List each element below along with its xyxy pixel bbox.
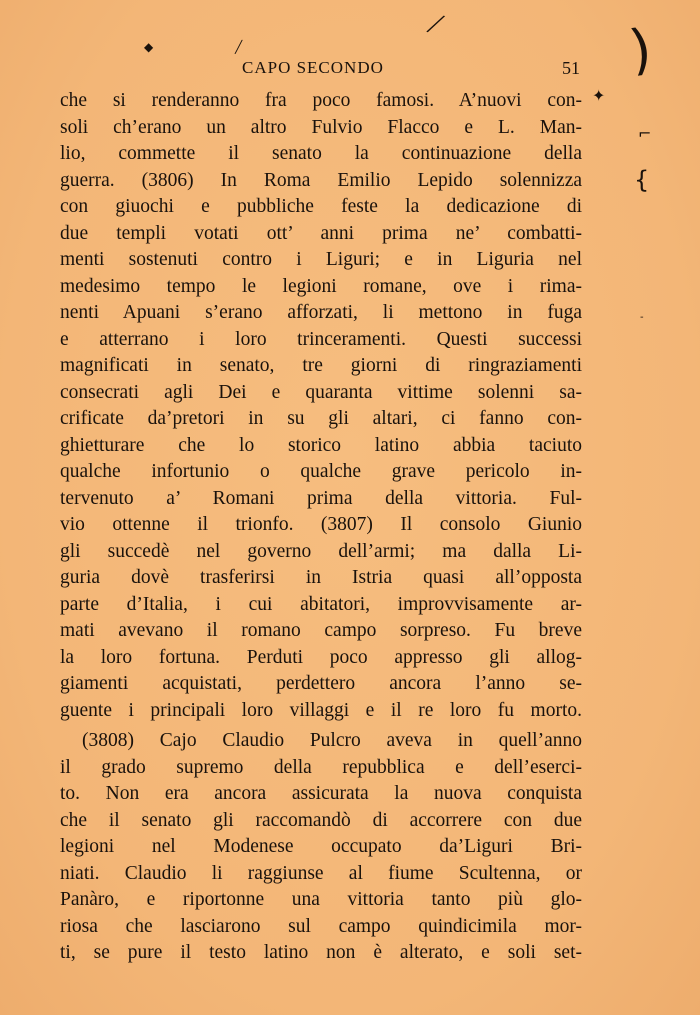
text-line: vio ottenne il trionfo. (3807) Il consolo Giunio: [60, 514, 582, 535]
text-line: guria dovè trasferirsi in Istria quasi all’opposta: [60, 567, 582, 588]
text-line: crificate da’pretori in su gli altari, ci fanno con-: [60, 408, 582, 429]
ink-speck: ╱: [235, 40, 243, 54]
text-line: menti sostenuti contro i Liguri; e in Liguria nel: [60, 249, 582, 270]
text-line: e atterrano i loro trinceramenti. Questi successi: [60, 328, 582, 350]
text-line: tervenuto a’ Romani prima della vittoria. Ful-: [60, 487, 582, 509]
text-line: mati avevano il romano campo sorpreso. Fu breve: [60, 620, 582, 641]
text-line: guerra. (3806) In Roma Emilio Lepido solennizza: [60, 169, 582, 191]
text-line: (3808) Cajo Claudio Pulcro aveva in quell’anno: [82, 730, 582, 751]
text-line: che il senato gli raccomandò di accorrere con due: [60, 809, 582, 831]
paragraph: [60, 728, 582, 967]
paragraph: [60, 88, 582, 724]
page-header: [60, 58, 580, 86]
text-line: parte d’Italia, i cui abitatori, improvvisamente ar-: [60, 593, 582, 615]
text-line: guente i principali loro villaggi e il re loro fu morto.: [60, 699, 582, 721]
ink-speck: ⌐: [638, 124, 652, 143]
text-line: nenti Apuani s’erano afforzati, li mettono in fuga: [60, 302, 582, 323]
text-line: soli ch’erano un altro Fulvio Flacco e L. Man-: [60, 116, 582, 138]
running-title: CAPO SECONDO: [242, 58, 384, 77]
ink-speck: ◆: [144, 40, 154, 54]
margin-bracket-mark: {: [634, 166, 650, 194]
text-line: medesimo tempo le legioni romane, ove i rima-: [60, 275, 582, 297]
margin-bracket-mark: ): [625, 16, 656, 83]
text-line: che si renderanno fra poco famosi. A’nuovi con-: [60, 90, 582, 111]
text-line: lio, commette il senato la continuazione della: [60, 143, 582, 164]
text-line: con giuochi e pubbliche feste la dedicazione di: [60, 196, 582, 217]
text-line: il grado supremo della repubblica e dell’eserci-: [60, 756, 582, 778]
text-line: ti, se pure il testo latino non è alterato, e soli set-: [60, 942, 582, 963]
ink-speck: -: [640, 312, 644, 323]
text-line: la loro fortuna. Perduti poco appresso gli allog-: [60, 646, 582, 668]
text-line: to. Non era ancora assicurata la nuova conquista: [60, 783, 582, 804]
text-line: due templi votati ott’ anni prima ne’ combatti-: [60, 222, 582, 244]
text-line: legioni nel Modenese occupato da’Liguri Bri-: [60, 836, 582, 857]
ink-speck: ✦: [592, 86, 606, 105]
text-line: magnificati in senato, tre giorni di ringraziamenti: [60, 355, 582, 376]
page-number: 51: [562, 58, 580, 78]
text-line: qualche infortunio o qualche grave pericolo in-: [60, 461, 582, 482]
body-text: [60, 88, 582, 967]
text-line: niati. Claudio li raggiunse al fiume Scultenna, or: [60, 862, 582, 884]
text-line: consecrati agli Dei e quaranta vittime solenni sa-: [60, 381, 582, 403]
text-line: ghietturare che lo storico latino abbia taciuto: [60, 434, 582, 456]
ink-speck: ╱: [426, 12, 445, 37]
text-line: giamenti acquistati, perdettero ancora l’anno se-: [60, 673, 582, 694]
text-line: Panàro, e riportonne una vittoria tanto più glo-: [60, 889, 582, 910]
text-line: riosa che lasciarono sul campo quindicimila mor-: [60, 915, 582, 937]
text-line: gli succedè nel governo dell’armi; ma dalla Li-: [60, 540, 582, 562]
